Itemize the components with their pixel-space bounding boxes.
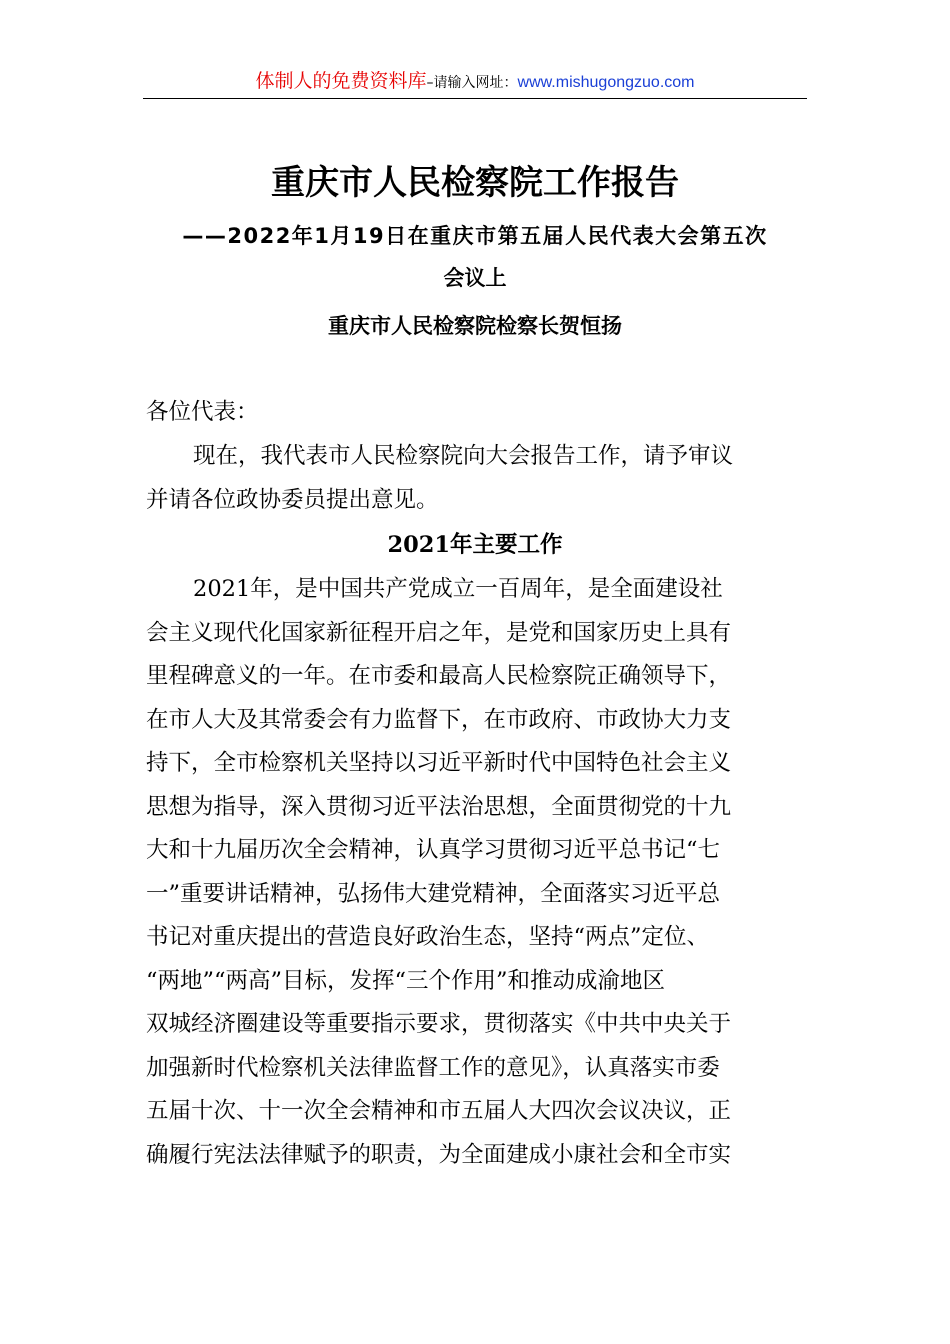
body-line: 加强新时代检察机关法律监督工作的意见》，认真落实市委 <box>146 1055 720 1081</box>
header-brand: 体制人的免费资料库 <box>255 70 427 92</box>
document-author: 重庆市人民检察院检察长贺恒扬 <box>328 314 622 338</box>
document-subtitle-line-1: ——2022年1月19日在重庆市第五届人民代表大会第五次 <box>182 224 768 248</box>
body-line: 思想为指导，深入贯彻习近平法治思想，全面贯彻党的十九 <box>146 794 732 820</box>
body-line: 2021年，是中国共产党成立一百周年，是全面建设社 <box>193 576 723 602</box>
header-url-link[interactable]: www.mishugongzuo.com <box>517 74 695 91</box>
section-heading: 2021年主要工作 <box>387 532 563 558</box>
body-line: 确履行宪法法律赋予的职责，为全面建成小康社会和全市实 <box>146 1142 732 1168</box>
intro-line: 并请各位政协委员提出意见。 <box>146 487 439 513</box>
body-line: 大和十九届历次全会精神，认真学习贯彻习近平总书记“七 <box>146 837 721 863</box>
body-line: 一”重要讲话精神，弘扬伟大建党精神，全面落实习近平总 <box>146 881 721 907</box>
body-line: 双城经济圈建设等重要指示要求，贯彻落实《中共中央关于 <box>146 1011 732 1037</box>
body-line: 五届十次、十一次全会精神和市五届人大四次会议决议，正 <box>146 1098 732 1124</box>
header-prompt: –请输入网址： <box>426 75 518 91</box>
body-line: 在市人大及其常委会有力监督下，在市政府、市政协大力支 <box>146 707 732 733</box>
body-line: 里程碑意义的一年。在市委和最高人民检察院正确领导下， <box>146 663 732 689</box>
document-title: 重庆市人民检察院工作报告 <box>271 163 679 203</box>
intro-line: 现在，我代表市人民检察院向大会报告工作，请予审议 <box>193 443 734 469</box>
document-subtitle-line-2: 会议上 <box>443 266 507 290</box>
body-line: 持下，全市检察机关坚持以习近平新时代中国特色社会主义 <box>146 750 732 776</box>
body-line: 书记对重庆提出的营造良好政治生态，坚持“两点”定位、 <box>146 924 710 950</box>
body-line: 会主义现代化国家新征程开启之年，是党和国家历史上具有 <box>146 620 732 646</box>
salutation: 各位代表： <box>146 399 259 425</box>
body-line: “两地”“两高”目标，发挥“三个作用”和推动成渝地区 <box>146 968 666 994</box>
page-header <box>143 68 807 99</box>
